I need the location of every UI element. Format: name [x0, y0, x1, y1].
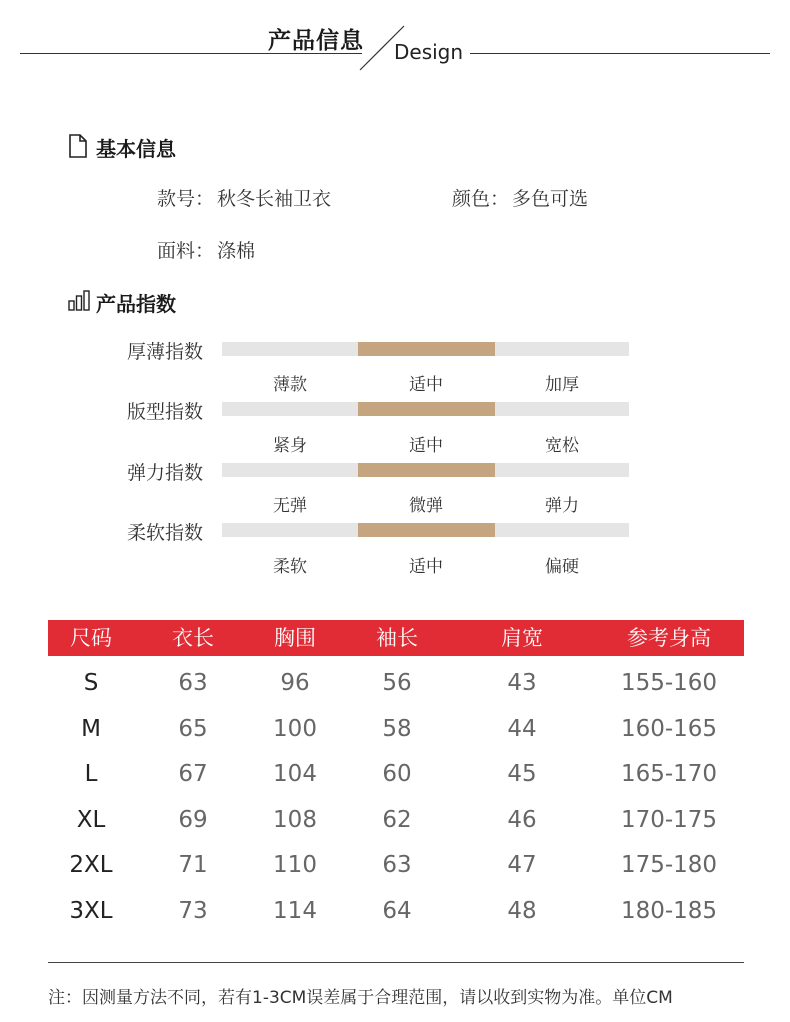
index-bar-track	[222, 402, 629, 416]
table-cell: 56	[382, 670, 412, 696]
table-cell: 108	[273, 806, 317, 833]
footer-note: 注：因测量方法不同，若有1-3CM误差属于合理范围，请以收到实物为准。单位CM	[48, 988, 673, 1008]
table-cell: 48	[507, 897, 537, 924]
table-cell: 43	[507, 670, 537, 696]
table-cell: 104	[273, 761, 317, 787]
table-cell: 44	[507, 715, 537, 742]
size-cell: S	[83, 670, 99, 696]
index-option: 宽松	[545, 436, 579, 456]
page-subtitle: Design	[394, 40, 464, 64]
table-column-header: 衣长	[172, 626, 214, 650]
index-label: 版型指数	[127, 401, 204, 423]
table-cell: 180-185	[620, 897, 718, 924]
table-cell: 64	[382, 897, 412, 924]
index-option: 微弹	[409, 496, 443, 516]
table-cell: 100	[273, 715, 317, 742]
table-column-header: 胸围	[274, 626, 316, 650]
index-label: 柔软指数	[127, 522, 204, 544]
table-cell: 165-170	[620, 761, 718, 787]
table-cell: 71	[178, 852, 208, 878]
table-cell: 175-180	[620, 852, 718, 878]
table-cell: 45	[507, 761, 537, 787]
index-bar-indicator	[358, 463, 495, 477]
size-cell: 2XL	[69, 852, 113, 878]
table-column-header: 袖长	[376, 626, 418, 650]
index-option: 偏硬	[545, 557, 579, 577]
index-option: 加厚	[545, 375, 579, 395]
index-option: 弹力	[545, 496, 579, 516]
index-option: 适中	[409, 436, 443, 456]
table-cell: 96	[280, 670, 310, 696]
fabric-value: 涤棉	[217, 240, 256, 262]
table-cell: 47	[507, 852, 537, 878]
index-bar-track	[222, 463, 629, 477]
index-option: 紧身	[273, 436, 307, 456]
footer-divider	[48, 962, 744, 963]
table-column-header: 尺码	[70, 626, 112, 650]
header-line-right	[470, 53, 770, 54]
table-cell: 170-175	[620, 806, 718, 833]
table-cell: 155-160	[620, 670, 718, 696]
index-bar-track	[222, 342, 629, 356]
table-row	[48, 842, 744, 888]
table-row	[48, 751, 744, 797]
style-number-label: 款号：	[157, 188, 215, 210]
section-title-basic-info: 基本信息	[96, 137, 176, 161]
table-cell: 110	[273, 852, 317, 878]
table-cell: 60	[382, 761, 412, 787]
index-option: 适中	[409, 375, 443, 395]
index-bar-indicator	[358, 523, 495, 537]
index-label: 厚薄指数	[127, 341, 204, 363]
index-label: 弹力指数	[127, 462, 204, 484]
table-cell: 63	[382, 852, 412, 878]
index-bar-track	[222, 523, 629, 537]
color-value: 多色可选	[512, 188, 589, 210]
table-column-header: 参考身高	[627, 626, 711, 650]
table-column-header: 肩宽	[501, 626, 543, 650]
table-cell: 58	[382, 715, 412, 742]
index-bar-indicator	[358, 402, 495, 416]
table-cell: 63	[178, 670, 208, 696]
index-option: 适中	[409, 557, 443, 577]
page-title: 产品信息	[268, 28, 364, 54]
table-cell: 67	[178, 761, 208, 787]
table-cell: 160-165	[620, 715, 718, 742]
table-row	[48, 660, 744, 706]
section-title-product-index: 产品指数	[96, 292, 176, 316]
style-number-value: 秋冬长袖卫衣	[217, 188, 332, 210]
table-cell: 114	[273, 897, 317, 924]
table-cell: 62	[382, 806, 412, 833]
index-option: 柔软	[273, 557, 307, 577]
document-icon	[68, 134, 88, 158]
index-bar-indicator	[358, 342, 495, 356]
table-row	[48, 797, 744, 843]
table-row	[48, 888, 744, 934]
table-cell: 69	[178, 806, 208, 833]
index-option: 无弹	[273, 496, 307, 516]
bar-chart-icon	[68, 289, 90, 311]
size-cell: 3XL	[69, 897, 113, 924]
table-row	[48, 706, 744, 752]
size-cell: XL	[76, 806, 106, 833]
index-option: 薄款	[273, 375, 307, 395]
color-label: 颜色：	[452, 188, 510, 210]
size-cell: M	[81, 715, 101, 742]
table-cell: 65	[178, 715, 208, 742]
size-cell: L	[84, 761, 98, 787]
table-cell: 73	[178, 897, 208, 924]
fabric-label: 面料：	[157, 240, 215, 262]
size-table-header	[48, 620, 744, 656]
table-cell: 46	[507, 806, 537, 833]
